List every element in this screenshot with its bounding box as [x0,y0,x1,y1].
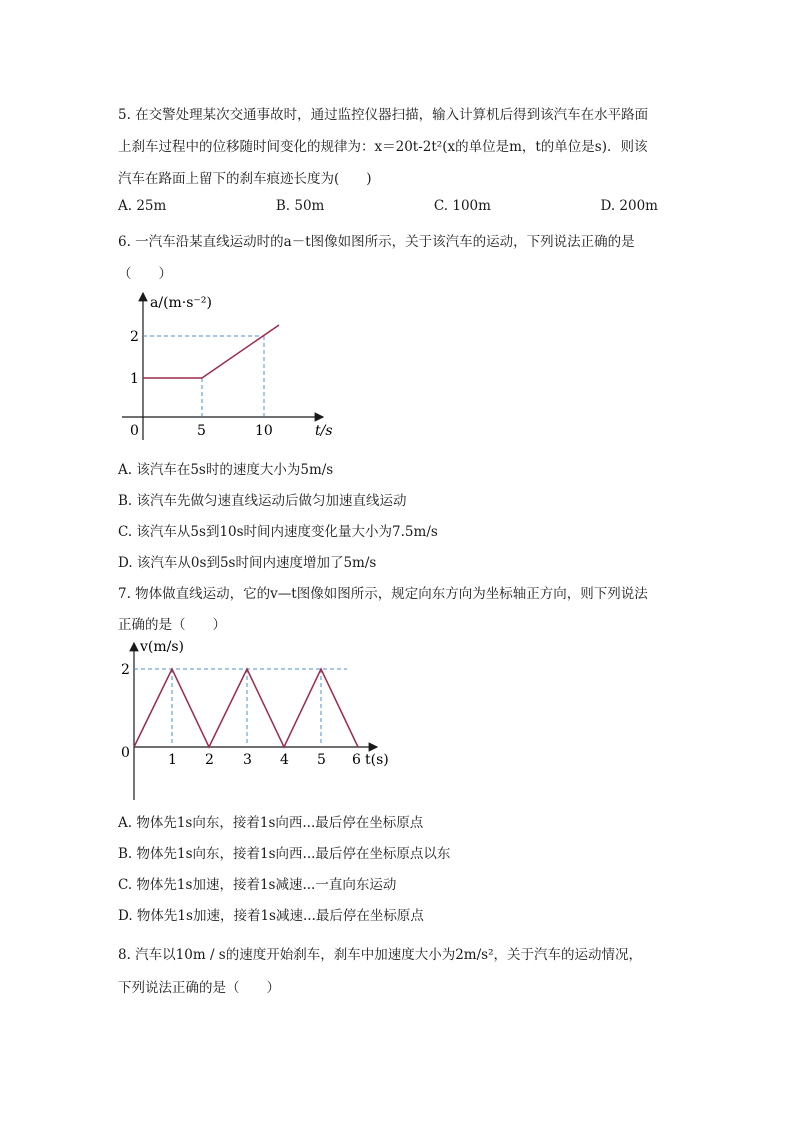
q5-option-d[interactable]: D. 200m [600,198,658,214]
q6-x-tick-10: 10 [255,423,273,439]
q7-x-tick-1: 1 [168,752,177,768]
q7-origin: 0 [121,745,130,761]
q8-stem-line-1: 8. 汽车以10m / s的速度开始刹车，刹车中加速度大小为2m/s²，关于汽车的运动情况， [118,947,642,963]
q6-stem-line-2: （ ） [118,266,172,282]
q7-option-a[interactable]: A. 物体先1s向东，接着1s向西...最后停在坐标原点 [118,815,424,831]
q6-x-tick-5: 5 [197,423,206,439]
q5-options [118,198,658,214]
q5-stem-line-2: 上刹车过程中的位移随时间变化的规律为：x＝20t-2t²(x的单位是m，t的单位是s)．则该 [118,139,648,155]
q7-x-label: t(s) [365,752,389,768]
q7-option-d[interactable]: D. 物体先1s加速，接着1s减速...最后停在坐标原点 [118,908,424,924]
q7-x-tick-6: 6 [352,752,361,768]
q7-option-c[interactable]: C. 物体先1s加速，接着1s减速...一直向东运动 [118,877,397,893]
q7-stem-line-1: 7. 物体做直线运动，它的v—t图像如图所示，规定向东方向为坐标轴正方向，则下列说法 [118,586,648,602]
q6-graph-line [143,325,279,378]
q6-origin: 0 [130,423,139,439]
q6-option-b[interactable]: B. 该汽车先做匀速直线运动后做匀加速直线运动 [118,493,407,509]
q7-y-tick-2: 2 [121,662,130,678]
q5-stem-line-1: 5. 在交警处理某次交通事故时，通过监控仪器扫描，输入计算机后得到该汽车在水平路面 [118,107,649,123]
q5-option-c[interactable]: C. 100m [433,198,491,214]
q7-v-t-graph [112,635,402,805]
q5-option-b[interactable]: B. 50m [275,198,325,214]
q7-x-tick-4: 4 [280,752,289,768]
q6-y-label: a/(m·s⁻²) [150,295,212,311]
q6-option-c[interactable]: C. 该汽车从5s到10s时间内速度变化量大小为7.5m/s [118,524,438,540]
q5-option-a[interactable]: A. 25m [118,198,167,214]
q6-a-t-graph [110,285,340,445]
q6-x-label: t/s [315,423,333,439]
q6-option-a[interactable]: A. 该汽车在5s时的速度大小为5m/s [118,462,334,478]
q7-y-label: v(m/s) [140,639,185,655]
q7-option-b[interactable]: B. 物体先1s向东，接着1s向西...最后停在坐标原点以东 [118,846,451,862]
q6-stem-line-1: 6. 一汽车沿某直线运动时的a－t图像如图所示，关于该汽车的运动，下列说法正确的是 [118,234,635,250]
q7-graph-line [134,669,358,747]
q8-stem-line-2: 下列说法正确的是（ ） [118,980,280,996]
q7-x-tick-3: 3 [243,752,252,768]
q5-stem-line-3: 汽车在路面上留下的刹车痕迹长度为( ) [118,171,372,187]
q7-x-tick-2: 2 [205,752,214,768]
q7-x-tick-5: 5 [317,752,326,768]
q7-stem-line-2: 正确的是（ ） [118,617,226,633]
q6-y-tick-1: 1 [130,371,139,387]
q6-y-tick-2: 2 [130,329,139,345]
q6-option-d[interactable]: D. 该汽车从0s到5s时间内速度增加了5m/s [118,555,377,571]
